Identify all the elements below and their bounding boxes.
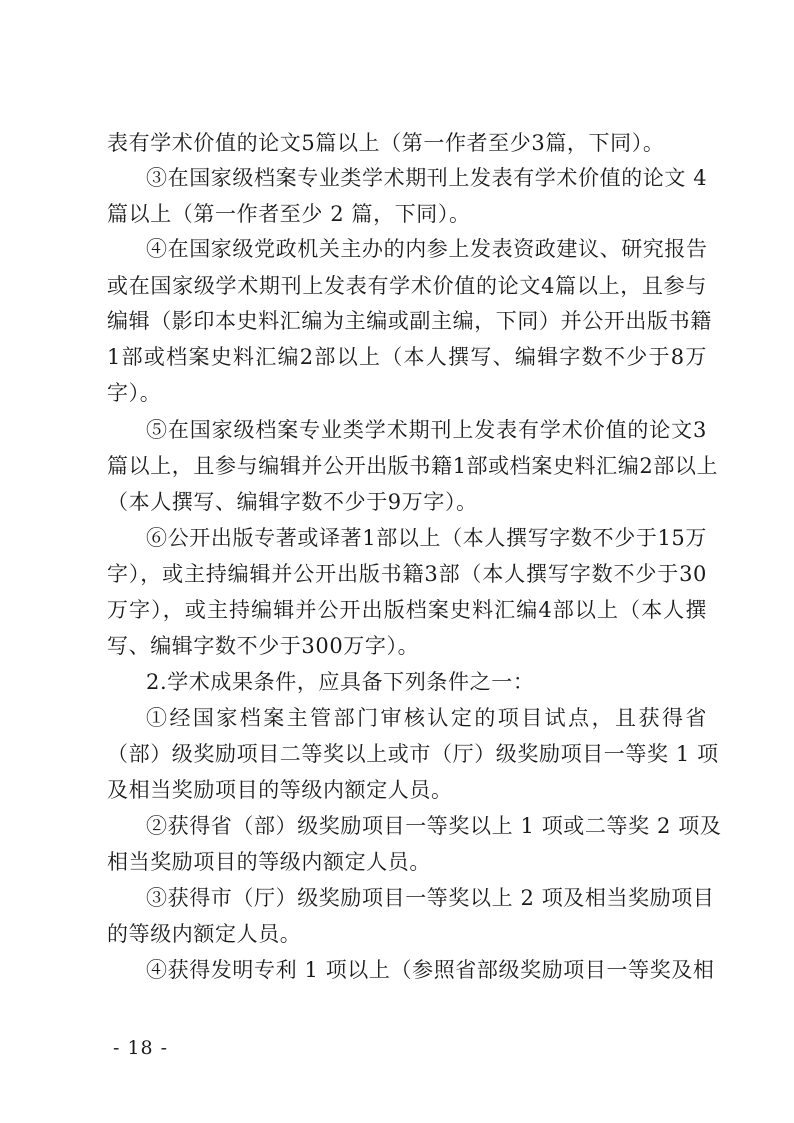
text-line: （本人撰写、编辑字数不少于9万字）。: [107, 490, 478, 514]
text-line: 或在国家级学术期刊上发表有学术价值的论文4篇以上，且参与: [107, 274, 707, 298]
text-line: ③获得市（厅）级奖励项目一等奖以上 2 项及相当奖励项目: [146, 886, 715, 910]
text-line: ④获得发明专利 1 项以上（参照省部级奖励项目一等奖及相: [146, 958, 715, 982]
text-line: ④在国家级党政机关主办的内参上发表资政建议、研究报告: [146, 237, 708, 261]
text-line: 相当奖励项目的等级内额定人员。: [107, 850, 431, 874]
text-line: ⑥公开出版专著或译著1部以上（本人撰写字数不少于15万: [146, 526, 707, 550]
text-line: 的等级内额定人员。: [107, 922, 302, 946]
text-line: ②获得省（部）级奖励项目一等奖以上 1 项或二等奖 2 项及: [146, 814, 722, 838]
text-line: 字）。: [107, 381, 162, 405]
text-line: ③在国家级档案专业类学术期刊上发表有学术价值的论文 4: [146, 166, 708, 190]
text-line: ①经国家档案主管部门审核认定的项目试点，且获得省: [146, 706, 707, 730]
text-line: 篇以上（第一作者至少 2 篇，下同）。: [107, 202, 471, 226]
section-heading: 2.学术成果条件，应具备下列条件之一：: [146, 670, 535, 694]
text-line: 编辑（影印本史料汇编为主编或副主编，下同）并公开出版书籍: [107, 309, 712, 333]
text-line: 篇以上，且参与编辑并公开出版书籍1部或档案史料汇编2部以上: [107, 454, 719, 478]
text-line: ⑤在国家级档案专业类学术期刊上发表有学术价值的论文3: [146, 418, 707, 442]
text-line: 表有学术价值的论文5篇以上（第一作者至少3篇，下同）。: [107, 131, 665, 155]
page-number: - 18 -: [113, 1037, 169, 1059]
text-line: 写、编辑字数不少于300万字）。: [107, 634, 420, 658]
text-line: 字），或主持编辑并公开出版书籍3部（本人撰写字数不少于30: [107, 562, 707, 586]
text-line: 1部或档案史料汇编2部以上（本人撰写、编辑字数不少于8万: [107, 345, 707, 369]
text-line: 万字），或主持编辑并公开出版档案史料汇编4部以上（本人撰: [107, 598, 707, 622]
text-line: （部）级奖励项目二等奖以上或市（厅）级奖励项目一等奖 1 项: [107, 742, 719, 766]
text-line: 及相当奖励项目的等级内额定人员。: [107, 778, 453, 802]
